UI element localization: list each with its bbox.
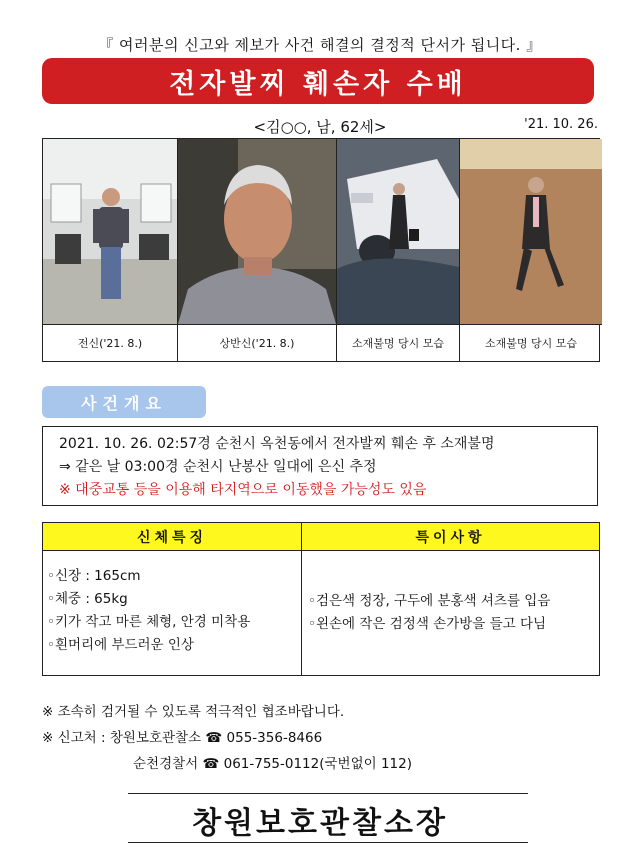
- page-title: 전자발찌 훼손자 수배: [169, 68, 467, 100]
- feature-item: ◦키가 작고 마른 체형, 안경 미착용: [47, 614, 251, 630]
- issuing-office: 창원보호관찰소장: [192, 806, 448, 841]
- feature-item: ◦흰머리에 부드러운 인상: [47, 637, 194, 653]
- slogan: 『 여러분의 신고와 제보가 사건 해결의 결정적 단서가 됩니다. 』: [98, 36, 542, 54]
- physical-features-header: 신체특징: [43, 523, 302, 551]
- overview-box: [42, 426, 598, 506]
- divider: [128, 842, 528, 843]
- photo-caption: 소재불명 당시 모습: [351, 337, 444, 350]
- physical-features-list: [43, 551, 302, 675]
- photo-cctv-2: [460, 139, 602, 325]
- contact-probation: ※ 신고처 : 창원보호관찰소 ☎ 055-356-8466: [42, 730, 323, 746]
- photo-cell-cctv-2: [460, 139, 602, 361]
- note-item: ◦왼손에 작은 검정색 손가방을 들고 다님: [308, 616, 547, 632]
- photo-table: [42, 138, 600, 362]
- divider: [128, 793, 528, 794]
- photo-caption: 전신('21. 8.): [77, 337, 143, 350]
- special-notes-header: 특이사항: [302, 523, 599, 551]
- overview-line: 2021. 10. 26. 02:57경 순천시 옥천동에서 전자발찌 훼손 후 소재불명: [59, 436, 495, 452]
- contact-police: 순천경찰서 ☎ 061-755-0112(국번없이 112): [133, 756, 412, 772]
- cooperation-note: ※ 조속히 검거될 수 있도록 적극적인 협조바랍니다.: [42, 704, 345, 720]
- title-banner: [42, 58, 594, 104]
- overview-warning: ※ 대중교통 등을 이용해 타지역으로 이동했을 가능성도 있음: [59, 482, 427, 498]
- feature-item: ◦체중 : 65kg: [47, 591, 128, 607]
- feature-item: ◦신장 : 165cm: [47, 568, 141, 584]
- photo-cell-upper-body: [178, 139, 337, 361]
- photo-cell-cctv-1: [337, 139, 460, 361]
- photo-cctv-1: [337, 139, 459, 325]
- photo-upper-body: [178, 139, 336, 325]
- special-notes-list: [302, 551, 599, 675]
- overview-label: 사건개요: [42, 386, 206, 418]
- traits-table: [42, 522, 600, 676]
- notice-date: '21. 10. 26.: [524, 117, 598, 132]
- note-item: ◦검은색 정장, 구두에 분홍색 셔츠를 입음: [308, 593, 551, 609]
- photo-cell-full-body: [43, 139, 178, 361]
- overview-line: ⇒ 같은 날 03:00경 순천시 난봉산 일대에 은신 추정: [59, 459, 377, 475]
- photo-caption: 소재불명 당시 모습: [484, 337, 577, 350]
- photo-full-body: [43, 139, 177, 325]
- subject-info: <김○○, 남, 62세>: [253, 118, 387, 136]
- photo-caption: 상반신('21. 8.): [219, 337, 295, 350]
